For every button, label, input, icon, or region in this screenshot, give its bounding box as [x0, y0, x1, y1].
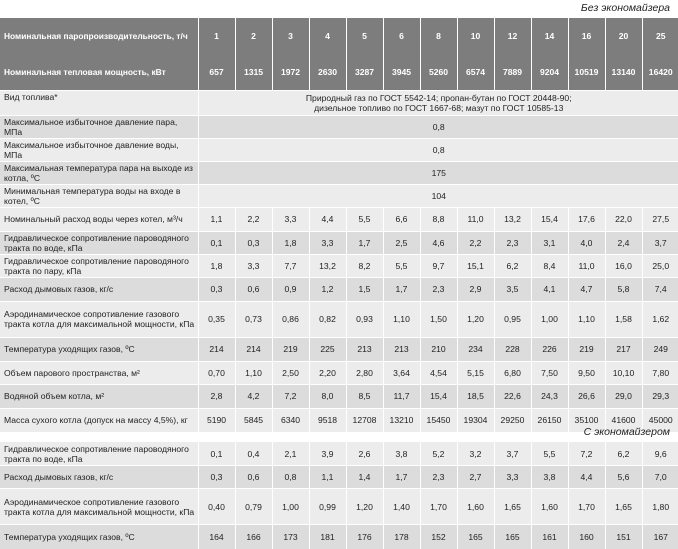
value-cell: 16420: [642, 54, 678, 90]
value-cell: 10: [457, 18, 494, 54]
value-cell: 151: [605, 525, 642, 549]
value-cell: 1,60: [531, 489, 568, 525]
value-cell: 5: [346, 18, 383, 54]
value-cell: 0,99: [309, 489, 346, 525]
value-cell: 3,9: [309, 442, 346, 466]
value-cell: 13140: [605, 54, 642, 90]
row-label: Аэродинамическое сопротивление газового тракта котла для максимальной мощности, кПа: [0, 489, 198, 525]
value-cell: 249: [642, 337, 678, 361]
span-value: 0,8: [198, 115, 678, 138]
value-cell: 9,7: [420, 254, 457, 277]
value-cell: 5,15: [457, 361, 494, 384]
value-cell: 217: [605, 337, 642, 361]
value-cell: 7,7: [272, 254, 309, 277]
value-cell: 25,0: [642, 254, 678, 277]
row-label: Гидравлическое сопротивление пароводяного тракта по пару, кПа: [0, 254, 198, 277]
data-row: [0, 408, 678, 432]
value-cell: 2,2: [235, 207, 272, 231]
value-cell: 1,1: [309, 466, 346, 489]
value-cell: 14: [531, 18, 568, 54]
row-label: Номинальная тепловая мощность, кВт: [0, 54, 198, 90]
row-label: Объем парового пространства, м²: [0, 361, 198, 384]
value-cell: 0,40: [198, 489, 235, 525]
data-row-econ: [0, 489, 678, 525]
value-cell: 8,0: [309, 384, 346, 408]
value-cell: 2,3: [494, 231, 531, 254]
value-cell: 7,0: [642, 466, 678, 489]
row-label: Номинальный расход воды через котел, м³/ч: [0, 207, 198, 231]
value-cell: 1,60: [457, 489, 494, 525]
value-cell: 9,6: [642, 442, 678, 466]
value-cell: 3,64: [383, 361, 420, 384]
value-cell: 4,7: [568, 277, 605, 301]
data-row: [0, 207, 678, 231]
value-cell: 6,6: [383, 207, 420, 231]
value-cell: 7,4: [642, 277, 678, 301]
value-cell: 1,8: [272, 231, 309, 254]
value-cell: 5,5: [383, 254, 420, 277]
value-cell: 8,2: [346, 254, 383, 277]
row-label: Водяной объем котла, м²: [0, 384, 198, 408]
value-cell: 225: [309, 337, 346, 361]
value-cell: 1,20: [346, 489, 383, 525]
fuel-value: [198, 90, 678, 115]
data-row: [0, 384, 678, 408]
value-cell: 4,6: [420, 231, 457, 254]
value-cell: 1,70: [568, 489, 605, 525]
value-cell: 4,4: [309, 207, 346, 231]
value-cell: 2,5: [383, 231, 420, 254]
row-label: Номинальная паропроизводительность, т/ч: [0, 18, 198, 54]
value-cell: 657: [198, 54, 235, 90]
value-cell: 45000: [642, 408, 678, 432]
value-cell: 226: [531, 337, 568, 361]
value-cell: 5260: [420, 54, 457, 90]
value-cell: 2,9: [457, 277, 494, 301]
span-row: [0, 161, 678, 184]
value-cell: 1,58: [605, 301, 642, 337]
value-cell: 0,86: [272, 301, 309, 337]
value-cell: 219: [568, 337, 605, 361]
value-cell: 29,0: [605, 384, 642, 408]
value-cell: 3,2: [457, 442, 494, 466]
value-cell: 8: [420, 18, 457, 54]
value-cell: 1,20: [457, 301, 494, 337]
value-cell: 178: [383, 525, 420, 549]
value-cell: 5,6: [605, 466, 642, 489]
value-cell: 1,7: [383, 277, 420, 301]
value-cell: 165: [457, 525, 494, 549]
value-cell: 16,0: [605, 254, 642, 277]
value-cell: 164: [198, 525, 235, 549]
value-cell: 2,8: [198, 384, 235, 408]
value-cell: 1,10: [383, 301, 420, 337]
value-cell: 2630: [309, 54, 346, 90]
value-cell: 2,2: [457, 231, 494, 254]
value-cell: 0,95: [494, 301, 531, 337]
value-cell: 1972: [272, 54, 309, 90]
value-cell: 9204: [531, 54, 568, 90]
value-cell: 15,4: [420, 384, 457, 408]
value-cell: 4,54: [420, 361, 457, 384]
span-value: 175: [198, 161, 678, 184]
value-cell: 1,1: [198, 207, 235, 231]
value-cell: 1,70: [420, 489, 457, 525]
value-cell: 219: [272, 337, 309, 361]
value-cell: 2,3: [420, 466, 457, 489]
span-row: [0, 184, 678, 207]
value-cell: 15,1: [457, 254, 494, 277]
data-row: [0, 337, 678, 361]
value-cell: 1,65: [494, 489, 531, 525]
value-cell: 0,1: [198, 442, 235, 466]
value-cell: 176: [346, 525, 383, 549]
value-cell: 10,10: [605, 361, 642, 384]
data-row: [0, 254, 678, 277]
span-value: 0,8: [198, 138, 678, 161]
value-cell: 2,50: [272, 361, 309, 384]
header-capacity-row: [0, 18, 678, 54]
value-cell: 24,3: [531, 384, 568, 408]
value-cell: 0,6: [235, 277, 272, 301]
value-cell: 160: [568, 525, 605, 549]
value-cell: 7,2: [568, 442, 605, 466]
data-row-econ: [0, 466, 678, 489]
value-cell: 0,8: [272, 466, 309, 489]
value-cell: 3287: [346, 54, 383, 90]
value-cell: 4,2: [235, 384, 272, 408]
data-row-econ: [0, 442, 678, 466]
value-cell: 15,4: [531, 207, 568, 231]
value-cell: 3945: [383, 54, 420, 90]
value-cell: 0,3: [235, 231, 272, 254]
value-cell: 11,0: [568, 254, 605, 277]
value-cell: 5190: [198, 408, 235, 432]
value-cell: 2,20: [309, 361, 346, 384]
value-cell: 3,5: [494, 277, 531, 301]
row-label: Гидравлическое сопротивление пароводяного тракта по воде, кПа: [0, 442, 198, 466]
value-cell: 7,2: [272, 384, 309, 408]
value-cell: 13,2: [309, 254, 346, 277]
data-row: [0, 231, 678, 254]
value-cell: 4,4: [568, 466, 605, 489]
row-label: Максимальное избыточное давление пара, МПа: [0, 115, 198, 138]
value-cell: 3,3: [494, 466, 531, 489]
value-cell: 3,7: [494, 442, 531, 466]
value-cell: 11,0: [457, 207, 494, 231]
fuel-line-1: Природный газ по ГОСТ 5542-14; пропан-бутан по ГОСТ 20448-90;: [305, 92, 572, 103]
value-cell: 6,2: [494, 254, 531, 277]
value-cell: 0,35: [198, 301, 235, 337]
row-label: Расход дымовых газов, кг/с: [0, 277, 198, 301]
value-cell: 26150: [531, 408, 568, 432]
value-cell: 0,4: [235, 442, 272, 466]
row-label: Масса сухого котла (допуск на массу 4,5%), кг: [0, 408, 198, 432]
header-power-row: [0, 54, 678, 90]
value-cell: 13,2: [494, 207, 531, 231]
value-cell: 167: [642, 525, 678, 549]
value-cell: 3,3: [235, 254, 272, 277]
value-cell: 2,6: [346, 442, 383, 466]
value-cell: 13210: [383, 408, 420, 432]
value-cell: 2,3: [420, 277, 457, 301]
value-cell: 7,80: [642, 361, 678, 384]
value-cell: 0,93: [346, 301, 383, 337]
value-cell: 1,7: [346, 231, 383, 254]
value-cell: 6: [383, 18, 420, 54]
value-cell: 17,6: [568, 207, 605, 231]
value-cell: 1,10: [568, 301, 605, 337]
value-cell: 210: [420, 337, 457, 361]
value-cell: 6574: [457, 54, 494, 90]
value-cell: 5845: [235, 408, 272, 432]
value-cell: 4,0: [568, 231, 605, 254]
value-cell: 0,3: [198, 466, 235, 489]
data-row: [0, 301, 678, 337]
value-cell: 1,5: [346, 277, 383, 301]
value-cell: 0,1: [198, 231, 235, 254]
value-cell: 3,8: [531, 466, 568, 489]
value-cell: 2,80: [346, 361, 383, 384]
span-row: [0, 115, 678, 138]
value-cell: 0,70: [198, 361, 235, 384]
value-cell: 20: [605, 18, 642, 54]
row-label: Температура уходящих газов, ºС: [0, 337, 198, 361]
value-cell: 0,73: [235, 301, 272, 337]
value-cell: 26,6: [568, 384, 605, 408]
value-cell: 4,1: [531, 277, 568, 301]
value-cell: 213: [383, 337, 420, 361]
spec-table-no-economizer: [0, 18, 678, 432]
value-cell: 0,6: [235, 466, 272, 489]
data-row: [0, 277, 678, 301]
value-cell: 181: [309, 525, 346, 549]
value-cell: 2,4: [605, 231, 642, 254]
value-cell: 5,2: [420, 442, 457, 466]
value-cell: 10519: [568, 54, 605, 90]
span-row: [0, 138, 678, 161]
caption-no-economizer: Без экономайзера: [580, 2, 670, 14]
value-cell: 41600: [605, 408, 642, 432]
row-label: Максимальное избыточное давление воды, МПа: [0, 138, 198, 161]
value-cell: 8,5: [346, 384, 383, 408]
fuel-line-2: дизельное топливо по ГОСТ 1667-68; мазут по ГОСТ 10585-13: [314, 102, 564, 113]
value-cell: 161: [531, 525, 568, 549]
value-cell: 3,3: [309, 231, 346, 254]
value-cell: 1315: [235, 54, 272, 90]
row-label: Гидравлическое сопротивление пароводяного тракта по воде, кПа: [0, 231, 198, 254]
value-cell: 12708: [346, 408, 383, 432]
data-row-econ: [0, 525, 678, 549]
value-cell: 1,50: [420, 301, 457, 337]
value-cell: 166: [235, 525, 272, 549]
value-cell: 5,5: [346, 207, 383, 231]
value-cell: 2,7: [457, 466, 494, 489]
value-cell: 19304: [457, 408, 494, 432]
value-cell: 27,5: [642, 207, 678, 231]
value-cell: 12: [494, 18, 531, 54]
value-cell: 1,80: [642, 489, 678, 525]
value-cell: 1: [198, 18, 235, 54]
row-label: Расход дымовых газов, кг/с: [0, 466, 198, 489]
value-cell: 152: [420, 525, 457, 549]
value-cell: 165: [494, 525, 531, 549]
value-cell: 0,79: [235, 489, 272, 525]
data-row: [0, 361, 678, 384]
value-cell: 3,7: [642, 231, 678, 254]
value-cell: 11,7: [383, 384, 420, 408]
span-value: 104: [198, 184, 678, 207]
value-cell: 9,50: [568, 361, 605, 384]
spec-table-with-economizer: [0, 441, 678, 549]
value-cell: 1,40: [383, 489, 420, 525]
value-cell: 1,8: [198, 254, 235, 277]
value-cell: 7,50: [531, 361, 568, 384]
value-cell: 5,8: [605, 277, 642, 301]
value-cell: 2: [235, 18, 272, 54]
value-cell: 228: [494, 337, 531, 361]
row-label: Максимальная температура пара на выходе из котла, ºС: [0, 161, 198, 184]
value-cell: 1,00: [272, 489, 309, 525]
value-cell: 7889: [494, 54, 531, 90]
value-cell: 16: [568, 18, 605, 54]
value-cell: 8,8: [420, 207, 457, 231]
value-cell: 3,1: [531, 231, 568, 254]
value-cell: 8,4: [531, 254, 568, 277]
value-cell: 0,82: [309, 301, 346, 337]
row-label: Минимальная температура воды на входе в котел, ºС: [0, 184, 198, 207]
value-cell: 1,7: [383, 466, 420, 489]
value-cell: 15450: [420, 408, 457, 432]
value-cell: 29,3: [642, 384, 678, 408]
row-label: Аэродинамическое сопротивление газового тракта котла для максимальной мощности, кПа: [0, 301, 198, 337]
value-cell: 6340: [272, 408, 309, 432]
value-cell: 22,0: [605, 207, 642, 231]
value-cell: 0,3: [198, 277, 235, 301]
value-cell: 9518: [309, 408, 346, 432]
value-cell: 4: [309, 18, 346, 54]
value-cell: 35100: [568, 408, 605, 432]
value-cell: 173: [272, 525, 309, 549]
value-cell: 6,80: [494, 361, 531, 384]
value-cell: 234: [457, 337, 494, 361]
value-cell: 22,6: [494, 384, 531, 408]
value-cell: 18,5: [457, 384, 494, 408]
value-cell: 2,1: [272, 442, 309, 466]
caption-with-economizer: С экономайзером: [583, 426, 670, 438]
value-cell: 1,65: [605, 489, 642, 525]
value-cell: 1,2: [309, 277, 346, 301]
value-cell: 213: [346, 337, 383, 361]
row-label: Температура уходящих газов, ºС: [0, 525, 198, 549]
fuel-row: [0, 90, 678, 115]
value-cell: 3: [272, 18, 309, 54]
value-cell: 25: [642, 18, 678, 54]
value-cell: 29250: [494, 408, 531, 432]
row-label: Вид топлива*: [0, 90, 198, 115]
value-cell: 0,9: [272, 277, 309, 301]
value-cell: 1,62: [642, 301, 678, 337]
value-cell: 6,2: [605, 442, 642, 466]
value-cell: 1,00: [531, 301, 568, 337]
value-cell: 214: [198, 337, 235, 361]
value-cell: 3,8: [383, 442, 420, 466]
value-cell: 5,5: [531, 442, 568, 466]
value-cell: 3,3: [272, 207, 309, 231]
value-cell: 1,4: [346, 466, 383, 489]
value-cell: 214: [235, 337, 272, 361]
value-cell: 1,10: [235, 361, 272, 384]
